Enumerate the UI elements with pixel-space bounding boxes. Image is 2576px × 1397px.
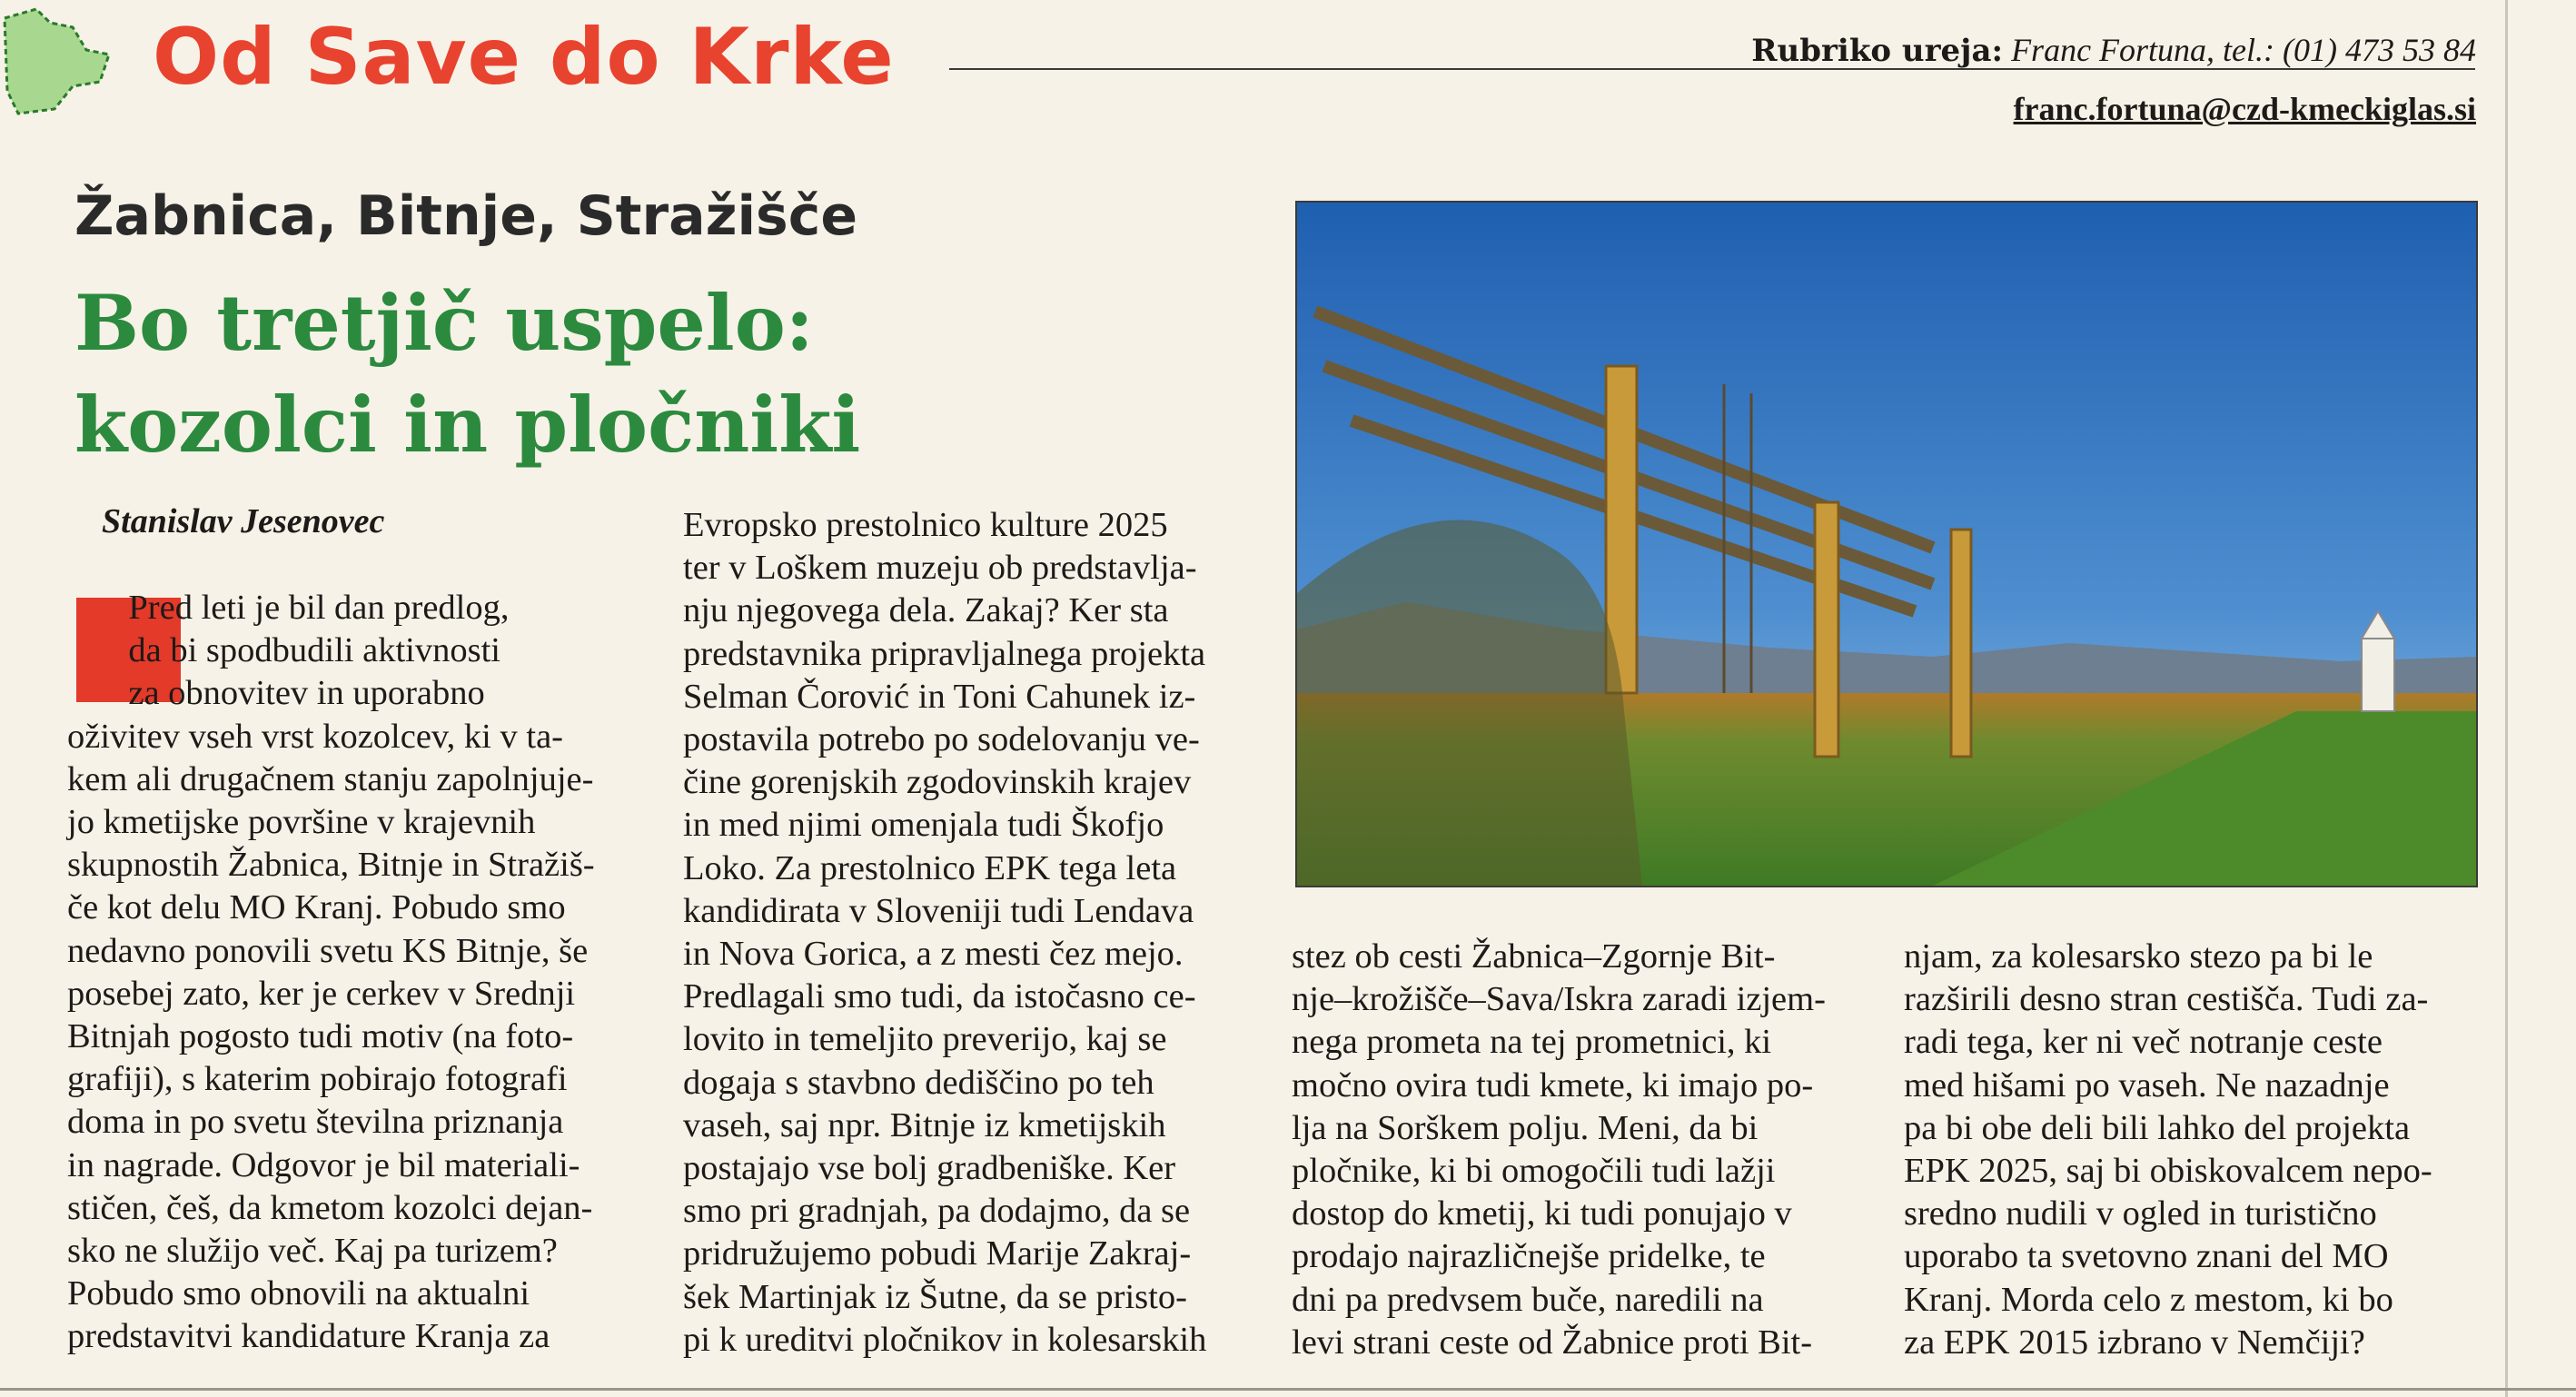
editor-label: Rubriko ureja: [1751,33,2004,69]
section-title: Od Save do Krke [153,12,895,103]
body-column-4: njam, za kolesarsko stezo pa bi le razširili desno stran cestišča. Tudi za- radi tega, ker ni več notranje ceste med hišami po vaseh. Ne nazadnje pa bi obe deli bili lahko del projekta EPK 2025, saj bi obiskovalcem nepo- sredno nudili v ogled in turistično uporabo ta svetovno znani del MO Kranj. Morda celo z mestom, ki bo za EPK 2015 izbrano v Nemčiji? [1904,937,2432,1362]
bottom-rule [0,1388,2576,1391]
body-column-1: Pred leti je bil dan predlog, da bi spodbudili aktivnosti za obnovitev in uporabno oživitev vseh vrst kozolcev, ki v ta- kem ali drugačnem stanju zapolnjuje- jo kmetijske površine v krajevnih skupnostih Žabnica, Bitnje in Stražiš- če kot delu MO Kranj. Pobudo smo nedavno ponovili svetu KS Bitnje, še posebej zato, ker je cerkev v Srednji Bitnjah pogosto tudi motiv (na foto- grafiji), s katerim pobirajo fotografi doma in po svetu številna priznanja in nagrade. Odgovor je bil materiali- stičen, češ, da kmetom kozolci dejan- sko ne služijo več. Kaj pa turizem? Pobudo smo obnovili na aktualni predstavitvi kandidature Kranja za [67,589,595,1356]
article-byline: Stanislav Jesenovec [102,502,385,540]
article-photo [1295,201,2478,887]
body-column-2: Evropsko prestolnico kulture 2025 ter v Loškem muzeju ob predstavlja- nju njegovega dela. Zakaj? Ker sta predstavnika pripravljalnega projekta Selman Čorović in Toni Cahunek iz- postavila potrebo po sodelovanju ve- čine gorenjskih zgodovinskih krajev in med njimi omenjala tudi Škofjo Loko. Za prestolnico EPK tega leta kandidirata v Sloveniji tudi Lendava in Nova Gorica, a z mesti čez mejo. Predlagali smo tudi, da istočasno ce- lovito in temeljito preverijo, kaj se dogaja s stavbno dediščino po teh vaseh, saj npr. Bitnje iz kmetijskih postajajo vse bolj gradbeniške. Ker smo pri gradnjah, pa dodajmo, da se pridružujemo pobudi Marije Zakraj- šek Martinjak iz Šutne, da se pristo- pi k ureditvi pločnikov in kolesarskih [683,506,1207,1359]
editor-email-link[interactable]: franc.fortuna@czd-kmeckiglas.si [2013,91,2476,127]
article-headline: Bo tretjič uspelo: kozolci in pločniki [74,278,861,470]
editor-name: Franc Fortuna, tel.: (01) 473 53 84 [2011,32,2476,68]
page-edge-rule [2505,0,2508,1397]
editor-line [1751,27,2476,74]
region-map-icon [0,0,136,136]
body-column-3: stez ob cesti Žabnica–Zgornje Bit- nje–krožišče–Sava/Iskra zaradi izjem- nega prometa na tej prometnici, ki močno ovira tudi kmete, ki imajo po- lja na Sorškem polju. Meni, da bi pločnike, ki bi omogočili tudi lažji dostop do kmetij, ki tudi ponujajo v prodajo najrazličnejše pridelke, te dni pa predvsem buče, naredili na levi strani ceste od Žabnice proti Bit- [1292,937,1826,1362]
article-kicker: Žabnica, Bitnje, Stražišče [74,184,858,248]
